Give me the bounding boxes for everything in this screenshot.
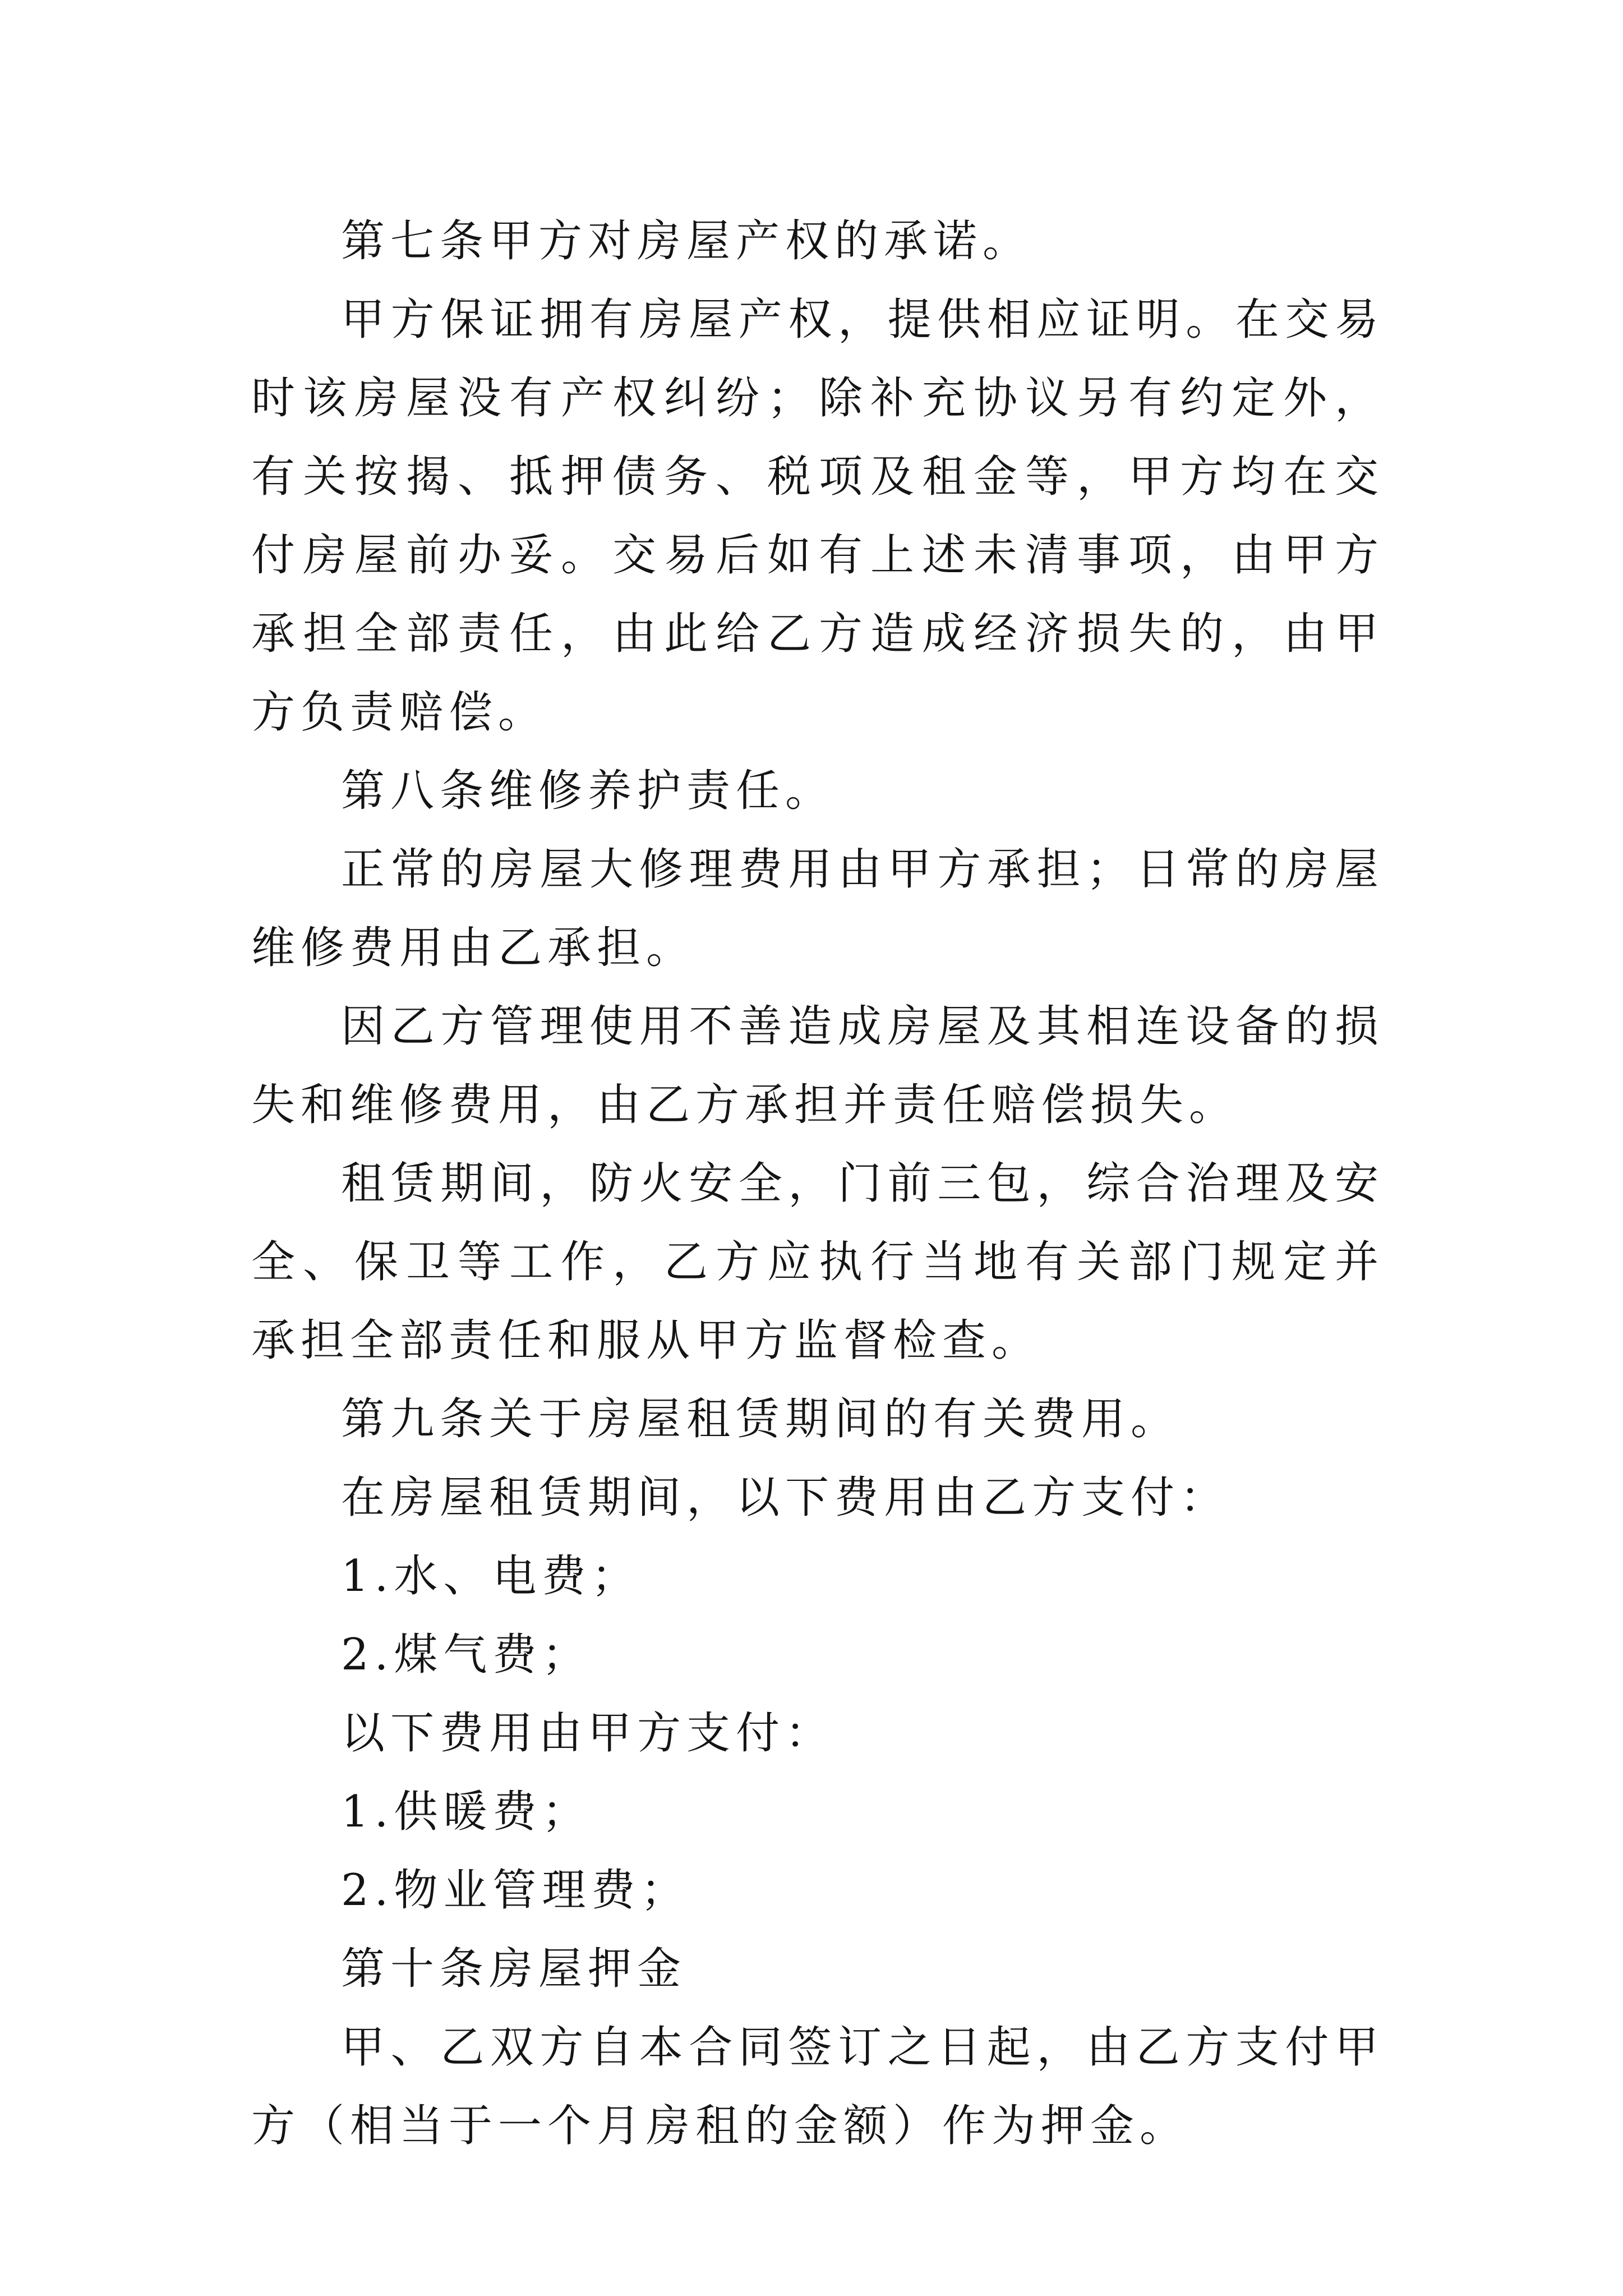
article-7-heading: 第七条甲方对房屋产权的承诺。: [341, 216, 1032, 266]
article-10-body: 甲、乙双方自本合同签订之日起，由乙方支付甲方（相当于一个月房租的金额）作为押金。: [251, 2022, 1384, 2151]
tenant-fees-intro: 在房屋租赁期间，以下费用由乙方支付：: [341, 1473, 1230, 1523]
article-8-paragraph-2: 因乙方管理使用不善造成房屋及其相连设备的损失和维修费用，由乙方承担并责任赔偿损失。: [251, 1001, 1384, 1130]
landlord-fee-item-1: 1.供暖费；: [341, 1787, 592, 1837]
article-10-heading: 第十条房屋押金: [341, 1944, 687, 1994]
article-9-heading: 第九条关于房屋租赁期间的有关费用。: [341, 1394, 1181, 1444]
tenant-fee-item-1: 1.水、电费；: [341, 1551, 641, 1602]
article-8-paragraph-1: 正常的房屋大修理费用由甲方承担；日常的房屋维修费用由乙承担。: [251, 844, 1384, 973]
article-7-body: 甲方保证拥有房屋产权，提供相应证明。在交易时该房屋没有产权纠纷；除补充协议另有约定外，有关按揭、抵押债务、税项及租金等，甲方均在交付房屋前办妥。交易后如有上述未清事项，由甲方承担全部责任，由此给乙方造成经济损失的，由甲方负责赔偿。: [251, 295, 1384, 738]
document-body: [251, 202, 1384, 2165]
landlord-fees-intro: 以下费用由甲方支付：: [341, 1708, 835, 1759]
article-8-heading: 第八条维修养护责任。: [341, 766, 835, 816]
article-8-paragraph-3: 租赁期间，防火安全，门前三包，综合治理及安全、保卫等工作，乙方应执行当地有关部门规定并承担全部责任和服从甲方监督检查。: [251, 1158, 1384, 1366]
tenant-fee-item-2: 2.煤气费；: [341, 1630, 592, 1680]
landlord-fee-item-2: 2.物业管理费；: [341, 1865, 690, 1916]
